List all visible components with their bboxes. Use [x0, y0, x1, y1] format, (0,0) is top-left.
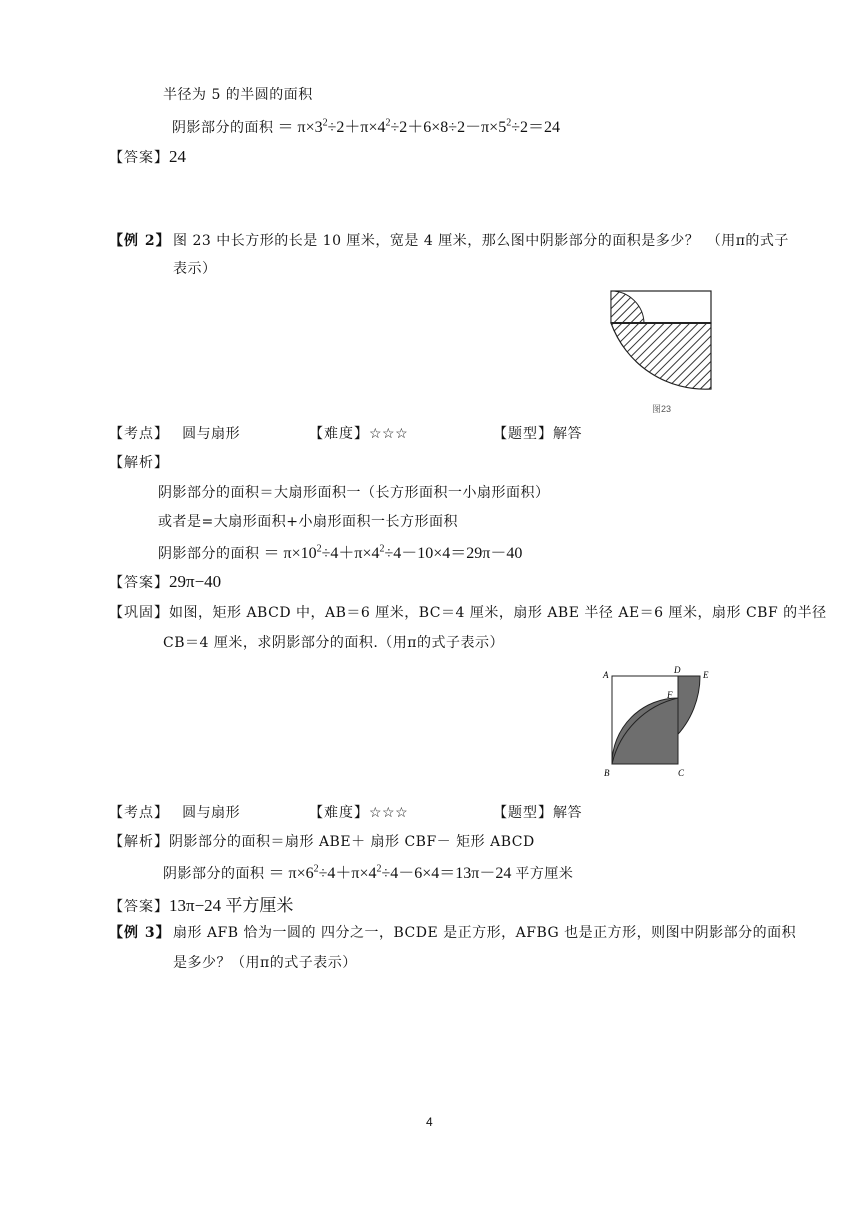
gonggu-type: 【题型】解答: [493, 805, 582, 821]
example2-question-line1: 图 23 中长方形的长是 10 厘米，宽是 4 厘米，那么图中阴影部分的面积是多少？ （用π的式子: [173, 233, 789, 249]
equation-expr: ＝ $\pi\times 3^2\div 2+\pi\times 4^2\div 2+6\times 8\div 2-\pi\times 5^2\div 2=24$: [273, 117, 560, 136]
semicircle-label: 半径为 5 的半圆的面积: [163, 87, 313, 103]
gonggu-question-line1: 【巩固】如图，矩形 ABCD 中，AB＝6 厘米，BC＝4 厘米，扇形 ABE 半径 AE＝6 厘米，扇形 CBF 的半径: [109, 605, 827, 621]
gonggu-analysis-line1: 【解析】阴影部分的面积＝扇形 ABE＋ 扇形 CBF－ 矩形 ABCD: [109, 834, 535, 850]
label-c: C: [678, 768, 685, 778]
equation-expr: ＝ $\pi\times 6^2\div 4+\pi\times 4^2\div 4-6\times 4=13\pi-24$: [264, 863, 516, 882]
equation-expr: ＝ $\pi\times 10^2\div 4+\pi\times 4^2\div 4-10\times 4=29\pi-40$: [259, 543, 523, 562]
answer-top: 【答案】24: [109, 147, 186, 166]
example2-difficulty: 【难度】☆☆☆: [309, 426, 409, 442]
label-e: E: [703, 670, 709, 680]
example2-question-line2: 表示）: [173, 261, 217, 277]
example2-analysis-line3: 阴影部分的面积 ＝ $\pi\times 10^2\div 4+\pi\times 4^2\div 4-10\times 4=29\pi-40$: [158, 543, 523, 562]
figure-23-caption: 图23: [652, 404, 672, 414]
figure-rectangle-sectors: [598, 666, 728, 786]
gonggu-answer: 【答案】13π−24 平方厘米: [109, 896, 294, 915]
figure-23: [600, 285, 720, 415]
example3-question-line2: 是多少？（用π的式子表示）: [173, 955, 357, 971]
example2-tag: 【例 2】: [109, 233, 171, 249]
shade-equation-1: 阴影部分的面积 ＝ $\pi\times 3^2\div 2+\pi\times 4^2\div 2+6\times 8\div 2-\pi\times 5^2\div 2=24$: [172, 117, 560, 136]
gonggu-question-line2: CB＝4 厘米，求阴影部分的面积.（用π的式子表示）: [163, 635, 505, 651]
example3-tag: 【例 3】: [109, 925, 171, 941]
gonggu-difficulty: 【难度】☆☆☆: [309, 805, 409, 821]
example3-question-line1: 扇形 AFB 恰为一圆的 四分之一，BCDE 是正方形，AFBG 也是正方形，则图中阴影部分的面积: [173, 925, 797, 941]
label-a: A: [603, 670, 609, 680]
example2-analysis-tag: 【解析】: [109, 455, 169, 471]
example2-meta: 【考点】 圆与扇形: [109, 426, 241, 442]
example2-analysis-line2: 或者是=大扇形面积+小扇形面积一长方形面积: [158, 514, 458, 530]
example2-answer: 【答案】29π−40: [109, 572, 222, 591]
label-d: D: [674, 666, 681, 675]
label-f: F: [667, 690, 673, 700]
example2-type: 【题型】解答: [493, 426, 582, 442]
gonggu-meta: 【考点】 圆与扇形: [109, 805, 241, 821]
example2-analysis-line1: 阴影部分的面积＝大扇形面积一（长方形面积一小扇形面积）: [158, 485, 550, 501]
page-number: 4: [426, 1115, 433, 1129]
label-b: B: [604, 768, 610, 778]
gonggu-analysis-line2: 阴影部分的面积 ＝ $\pi\times 6^2\div 4+\pi\times 4^2\div 4-6\times 4=13\pi-24$ 平方厘米: [163, 863, 574, 882]
